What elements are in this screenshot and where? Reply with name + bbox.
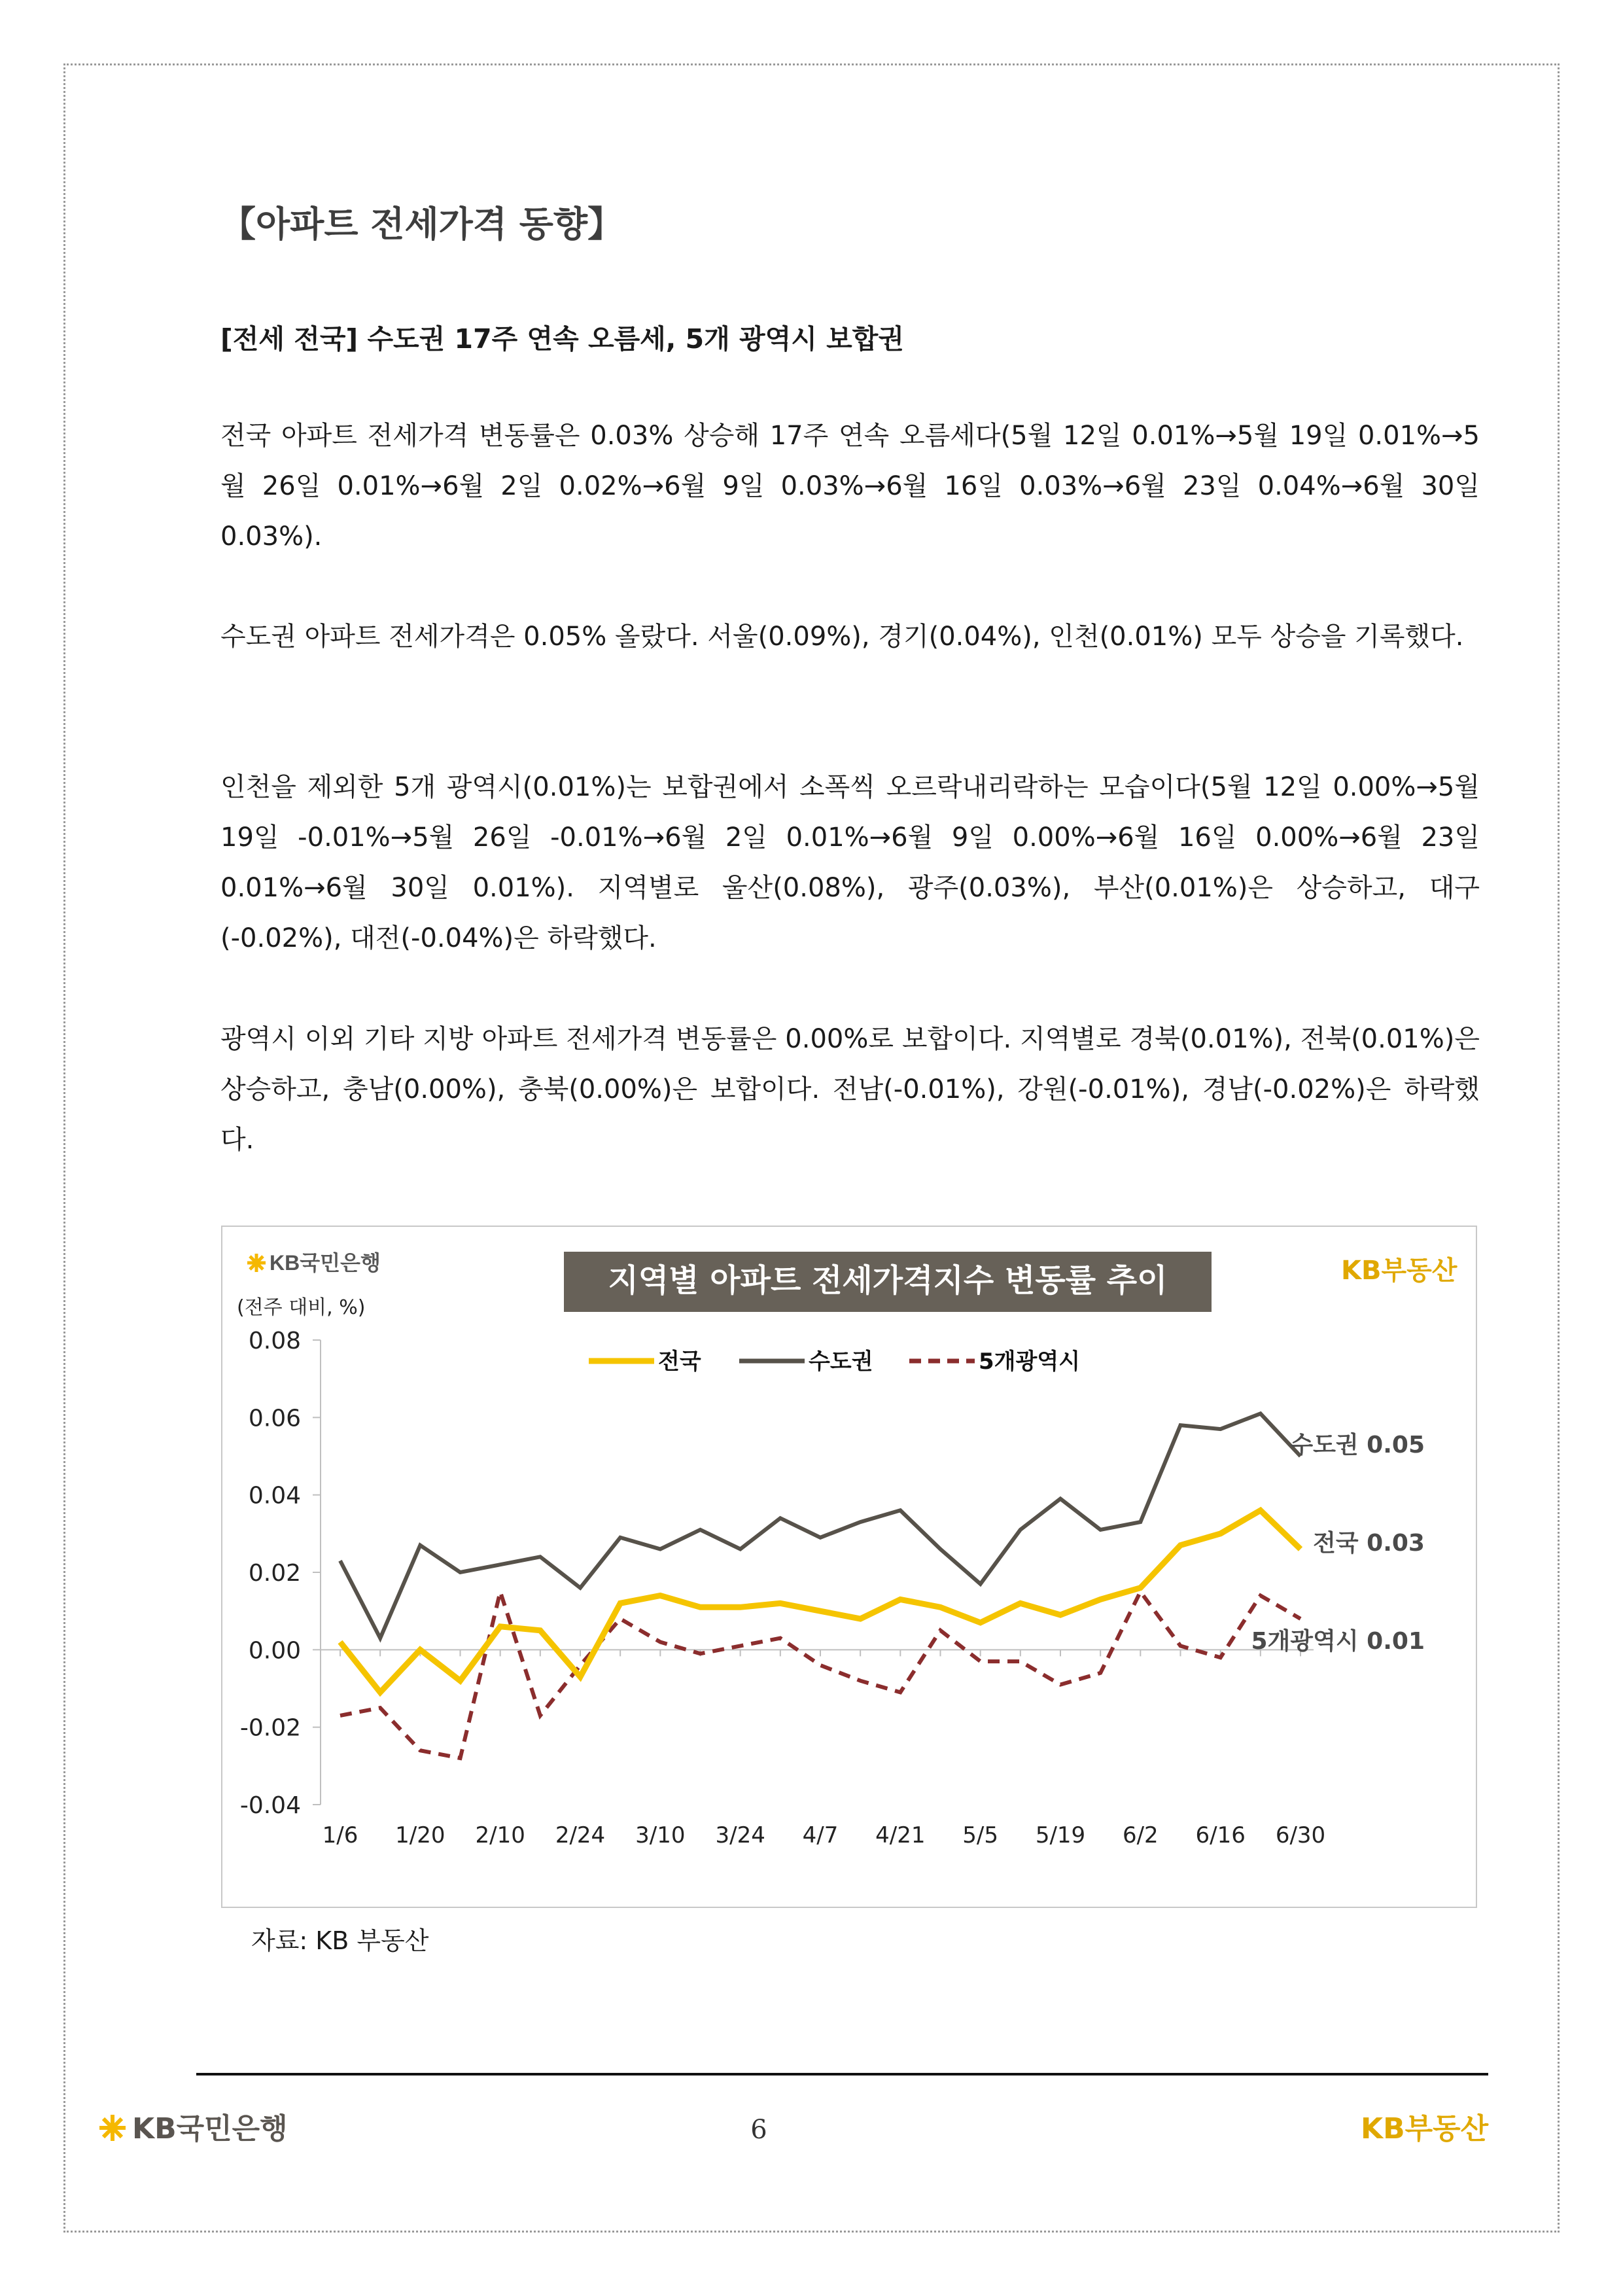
x-tick-label: 6/2: [1122, 1822, 1159, 1848]
chart-source: 자료: KB 부동산: [251, 1926, 429, 1955]
x-tick-label: 2/24: [555, 1822, 606, 1848]
legend-label-metro: 5개광역시: [979, 1349, 1081, 1375]
x-tick-label: 4/21: [875, 1822, 926, 1848]
footer-kb-realestate-logo: [1361, 2104, 1505, 2150]
section-title: 【아파트 전세가격 동향】: [220, 203, 623, 245]
y-tick-label: 0.02: [248, 1560, 301, 1587]
x-tick-label: 1/6: [322, 1822, 358, 1848]
x-tick-label: 6/30: [1275, 1822, 1326, 1848]
chart-legend: [589, 1349, 1080, 1375]
legend-label-capital: 수도권: [809, 1349, 873, 1375]
end-label-nation: 전국 0.03: [1313, 1530, 1425, 1557]
x-tick-label: 6/16: [1195, 1822, 1246, 1848]
chart-series: [340, 1413, 1300, 1758]
x-tick-label: 3/24: [715, 1822, 765, 1848]
end-label-metro: 5개광역시 0.01: [1251, 1628, 1425, 1655]
series-end-labels: [1251, 1431, 1425, 1655]
y-tick-label: 0.06: [248, 1405, 301, 1432]
footer-divider: [196, 2073, 1488, 2075]
y-tick-label: 0.00: [248, 1637, 301, 1665]
paragraph-nation: 전국 아파트 전세가격 변동률은 0.03% 상승해 17주 연속 오름세다(5월 12일 0.01%→5월 19일 0.01%→5월 26일 0.01%→6월 2일 0.02%→6월 9일 0.03%→6월 16일 0.03%→6월 23일 0.04%→6월 30일 0.03%).: [220, 421, 1480, 552]
x-tick-label: 5/19: [1035, 1822, 1086, 1848]
footer-kb-bank-logo: [92, 2104, 327, 2150]
article-subheading: [전세 전국] 수도권 17주 연속 오름세, 5개 광역시 보합권: [220, 323, 904, 355]
x-tick-label: 1/20: [395, 1822, 445, 1848]
x-tick-label: 2/10: [475, 1822, 525, 1848]
kb-realestate-logo-text: KB부동산: [1341, 1256, 1457, 1286]
kb-bank-logo-text: KB국민은행: [270, 1251, 381, 1275]
x-tick-label: 3/10: [635, 1822, 686, 1848]
footer-kb-realestate-text: KB부동산: [1361, 2112, 1489, 2146]
kb-star-icon: [247, 1254, 266, 1272]
paragraph-capital: 수도권 아파트 전세가격은 0.05% 올랐다. 서울(0.09%), 경기(0.04%), 인천(0.01%) 모두 상승을 기록했다.: [220, 622, 1464, 652]
series-line-capital: [340, 1413, 1300, 1638]
paragraph-metro: 인천을 제외한 5개 광역시(0.01%)는 보합권에서 소폭씩 오르락내리락하는 모습이다(5월 12일 0.00%→5월 19일 -0.01%→5월 26일 -0.01%→6월 2일 0.01%→6월 9일 0.00%→6월 16일 0.00%→6월 23일 0.01%→6월 30일 0.01%). 지역별로 울산(0.08%), 광주(0.03%), 부산(0.01%)은 상승하고, 대구(-0.02%), 대전(-0.04%)은 하락했다.: [220, 772, 1480, 953]
y-tick-label: -0.02: [239, 1714, 301, 1742]
line-chart: [222, 1227, 1476, 1907]
y-tick-label: 0.04: [248, 1482, 301, 1510]
legend-label-nation: 전국: [658, 1349, 701, 1375]
footer-kb-bank-text: KB국민은행: [132, 2112, 288, 2146]
page-number: 6: [750, 2115, 767, 2145]
series-line-metro: [340, 1592, 1300, 1758]
y-axis-label: (전주 대비, %): [237, 1296, 366, 1319]
chart-title: 지역별 아파트 전세가격지수 변동률 추이: [608, 1262, 1168, 1299]
footer-kb-star-icon: [99, 2115, 126, 2141]
end-label-capital: 수도권 0.05: [1290, 1432, 1425, 1458]
y-tick-label: 0.08: [248, 1328, 301, 1354]
kb-bank-logo: [247, 1251, 381, 1275]
y-tick-label: -0.04: [239, 1792, 301, 1819]
chart-container: [221, 1226, 1477, 1908]
x-tick-label: 5/5: [962, 1822, 999, 1848]
paragraph-provinces: 광역시 이외 기타 지방 아파트 전세가격 변동률은 0.00%로 보합이다. 지역별로 경북(0.01%), 전북(0.01%)은 상승하고, 충남(0.00%), 충북(0.00%)은 보합이다. 전남(-0.01%), 강원(-0.01%), 경남(-0.02%)은 하락했다.: [220, 1024, 1480, 1155]
x-tick-label: 4/7: [802, 1822, 839, 1848]
